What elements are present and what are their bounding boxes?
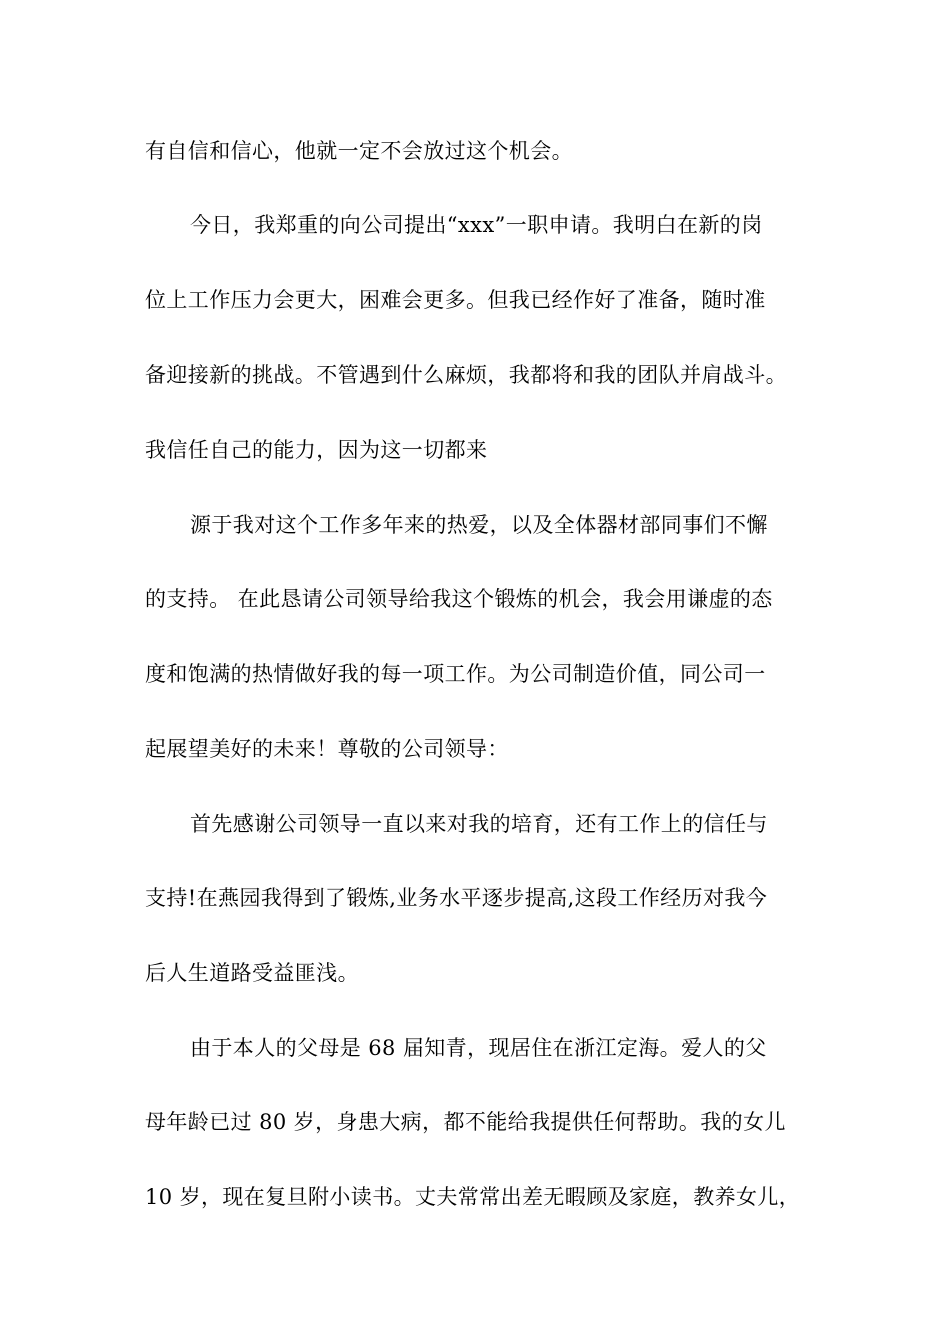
text-line: 支持!在燕园我得到了锻炼,业务水平逐步提高,这段工作经历对我今 <box>145 886 768 910</box>
text-line: 起展望美好的未来！尊敬的公司领导： <box>145 737 509 761</box>
text-line: 10 岁，现在复旦附小读书。丈夫常常出差无暇顾及家庭，教养女儿， <box>145 1185 801 1209</box>
text-line: 首先感谢公司领导一直以来对我的培育，还有工作上的信任与 <box>190 812 768 836</box>
text-line: 位上工作压力会更大，困难会更多。但我已经作好了准备，随时准 <box>145 288 766 312</box>
text-line: 由于本人的父母是 68 届知青，现居住在浙江定海。爱人的父 <box>190 1036 767 1060</box>
text-line: 母年龄已过 80 岁，身患大病，都不能给我提供任何帮助。我的女儿 <box>145 1110 786 1134</box>
text-line: 备迎接新的挑战。不管遇到什么麻烦，我都将和我的团队并肩战斗。 <box>145 363 787 387</box>
text-line: 源于我对这个工作多年来的热爱，以及全体器材部同事们不懈 <box>190 513 768 537</box>
text-line: 今日，我郑重的向公司提出“xxx”一职申请。我明白在新的岗 <box>190 213 763 237</box>
text-line: 的支持。 在此恳请公司领导给我这个锻炼的机会，我会用谦虚的态 <box>145 587 773 611</box>
text-line: 后人生道路受益匪浅。 <box>145 961 359 985</box>
text-line: 有自信和信心，他就一定不会放过这个机会。 <box>145 139 573 163</box>
text-line: 度和饱满的热情做好我的每一项工作。为公司制造价值，同公司一 <box>145 662 766 686</box>
text-line: 我信任自己的能力，因为这一切都来 <box>145 438 488 462</box>
